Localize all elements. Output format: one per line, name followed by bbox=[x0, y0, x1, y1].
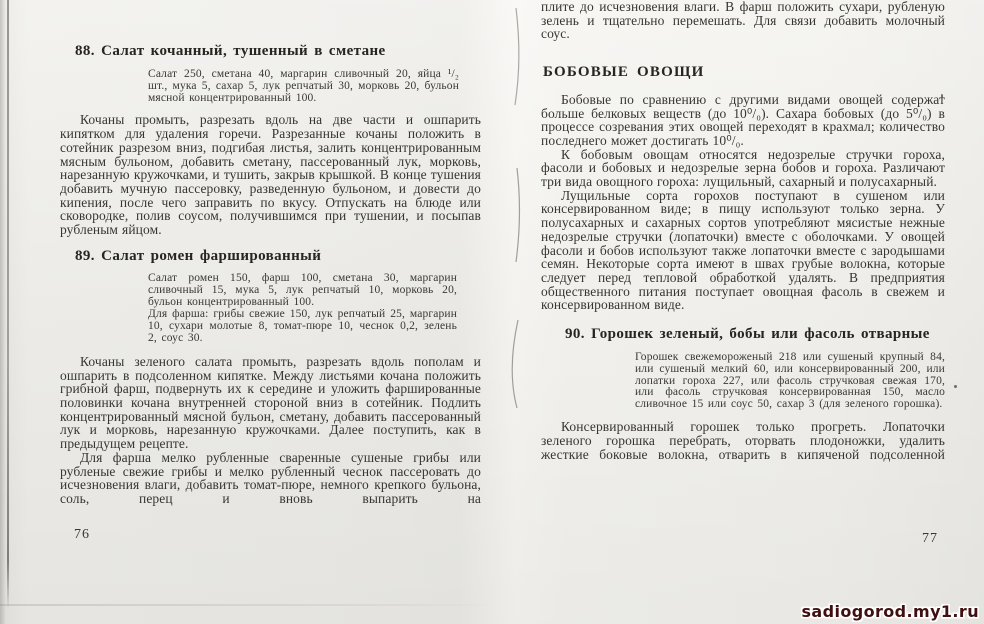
recipe-88-body: Кочаны промыть, разрезать вдоль на две части и ошпарить кипятком для удаления горечи. Разрезанные кочаны положить в сотейник разрезом вниз, подгибая листья, залить концентрированным мясным бульоном, добавить сметану, пассерованный лук, морковь, нарезанную кружочками, и тушить, закрыв крышкой. В конце тушения добавить мучную пассеровку, разведенную бульоном, и довести до кипения, после чего заправить по вкусу. Отпускать на блюде или сковородке, полив соусом, получившимся при тушении, и посыпав рубленым яйцом. bbox=[60, 112, 481, 238]
recipe-89-body-2: Для фарша мелко рубленные сваренные сушеные грибы или рубленые свежие грибы и мелко рубленный чеснок пассеровать до исчезновения влаги, добавить томат-пюре, немного крепкого бульона, соль, перец и вновь выпарить на bbox=[60, 449, 481, 506]
recipe-88-heading: 88. Салат кочанный, тушенный в сметане bbox=[75, 43, 386, 59]
scan-speck bbox=[954, 385, 957, 388]
beans-paragraph-2: К бобовым овощам относятся недозрелые стручки гороха, фасоли и бобовых и недозрелые зерна бобов и гороха. Различают три вида овощного гороха: лущильный, сахарный и полусахарный. bbox=[541, 146, 945, 190]
scan-left-edge-shade bbox=[0, 0, 6, 624]
recipe-90-heading: 90. Горошек зеленый, бобы или фасоль отварные bbox=[565, 326, 930, 343]
continuation-paragraph: плите до исчезновения влаги. В фарш положить сухари, рубленую зелень и тщательно перемешать. Для связи добавить молочный соус. bbox=[541, 0, 945, 42]
ingredients-text: Горошек свежемороженый 218 или сушеный крупный 84, или сушеный мелкий 60, или консервированный 200, или лопатки гороха 227, или фасоль стручковая свежая 170, или фасоль стручковая консервированная 150, масло сливочное 15 или соус 50, сахар 3 (для зеленого горошка). bbox=[635, 350, 945, 411]
recipe-88-ingredients bbox=[148, 69, 459, 105]
recipe-89-heading: 89. Салат ромен фаршированный bbox=[75, 247, 322, 264]
recipe-89-ingredients bbox=[148, 273, 457, 344]
ingredients-text: Салат 250, сметана 40, маргарин сливочный 20, яйца ¹/₂ шт., мука 5, сахар 5, лук репчатый 30, морковь 20, бульон мясной концентрированный 100. bbox=[148, 67, 459, 104]
page-number-right: 77 bbox=[922, 531, 938, 546]
watermark: sadiogorod.my1.ru bbox=[801, 602, 979, 621]
recipe-90-body: Консервированный горошек только прогреть. Лопаточки зеленого горошка перебрать, оторвать плодоножки, удалить жесткие боковые волокна, отварить в кипяченой подсоленной bbox=[541, 419, 945, 462]
recipe-90-ingredients bbox=[635, 352, 945, 412]
page-right bbox=[541, 0, 945, 624]
page-number-left: 76 bbox=[74, 527, 90, 542]
beans-paragraph-3: Лущильные сорта горохов поступают в сушеном или консервированном виде; в пищу используют только зерна. У полусахарных и сахарных сортов употребляют мясистые нежные недозрелые стручки (лопаточки) вместе с оболочками. У овощей фасоли и бобов используют также лопаточки вместе с зародышами семян. Некоторые сорта имеют в швах грубые волокна, которые следует перед тепловой обработкой удалять. В предприятия общественного питания поступает овощная фасоль в свежем и консервированном виде. bbox=[541, 187, 945, 313]
ingredients-filling-text: Для фарша: грибы свежие 150, лук репчатый 25, маргарин 10, сухари молотые 8, томат-пюре 10, чеснок 0,2, зелень 2, соус 30. bbox=[148, 308, 457, 344]
ingredients-main-text: Салат ромен 150, фарш 100, сметана 30, маргарин сливочный 15, мука 5, лук репчатый 10, морковь 20, бульон концентрированный 100. bbox=[148, 272, 457, 309]
section-heading-beans: БОБОВЫЕ ОВОЩИ bbox=[543, 64, 705, 81]
page-edge-line bbox=[7, 0, 9, 610]
recipe-89-body-1: Кочаны зеленого салата промыть, разрезать вдоль пополам и ошпарить в подсоленном кипятке. Между листьями кочана положить грибной фарш, подвернуть их к середине и уложить фаршированные половинки кочана внутренней стороной вниз в сотейник. Подлить концентрированный мясной бульон, сметану, добавить пассерованный лук и морковь, нарезанную кружочками. Далее поступить, как в предыдущем рецепте. bbox=[60, 353, 481, 452]
page-left bbox=[60, 0, 481, 624]
beans-paragraph-1: Бобовые по сравнению с другими видами овощей содержат больше белковых веществ (до 10⁰/₀). Сахара бобовых (до 5⁰/₀) в процессе созревания этих овощей переходят в крахмал; количество последнего может достигать 10⁰/₀. bbox=[541, 91, 945, 148]
